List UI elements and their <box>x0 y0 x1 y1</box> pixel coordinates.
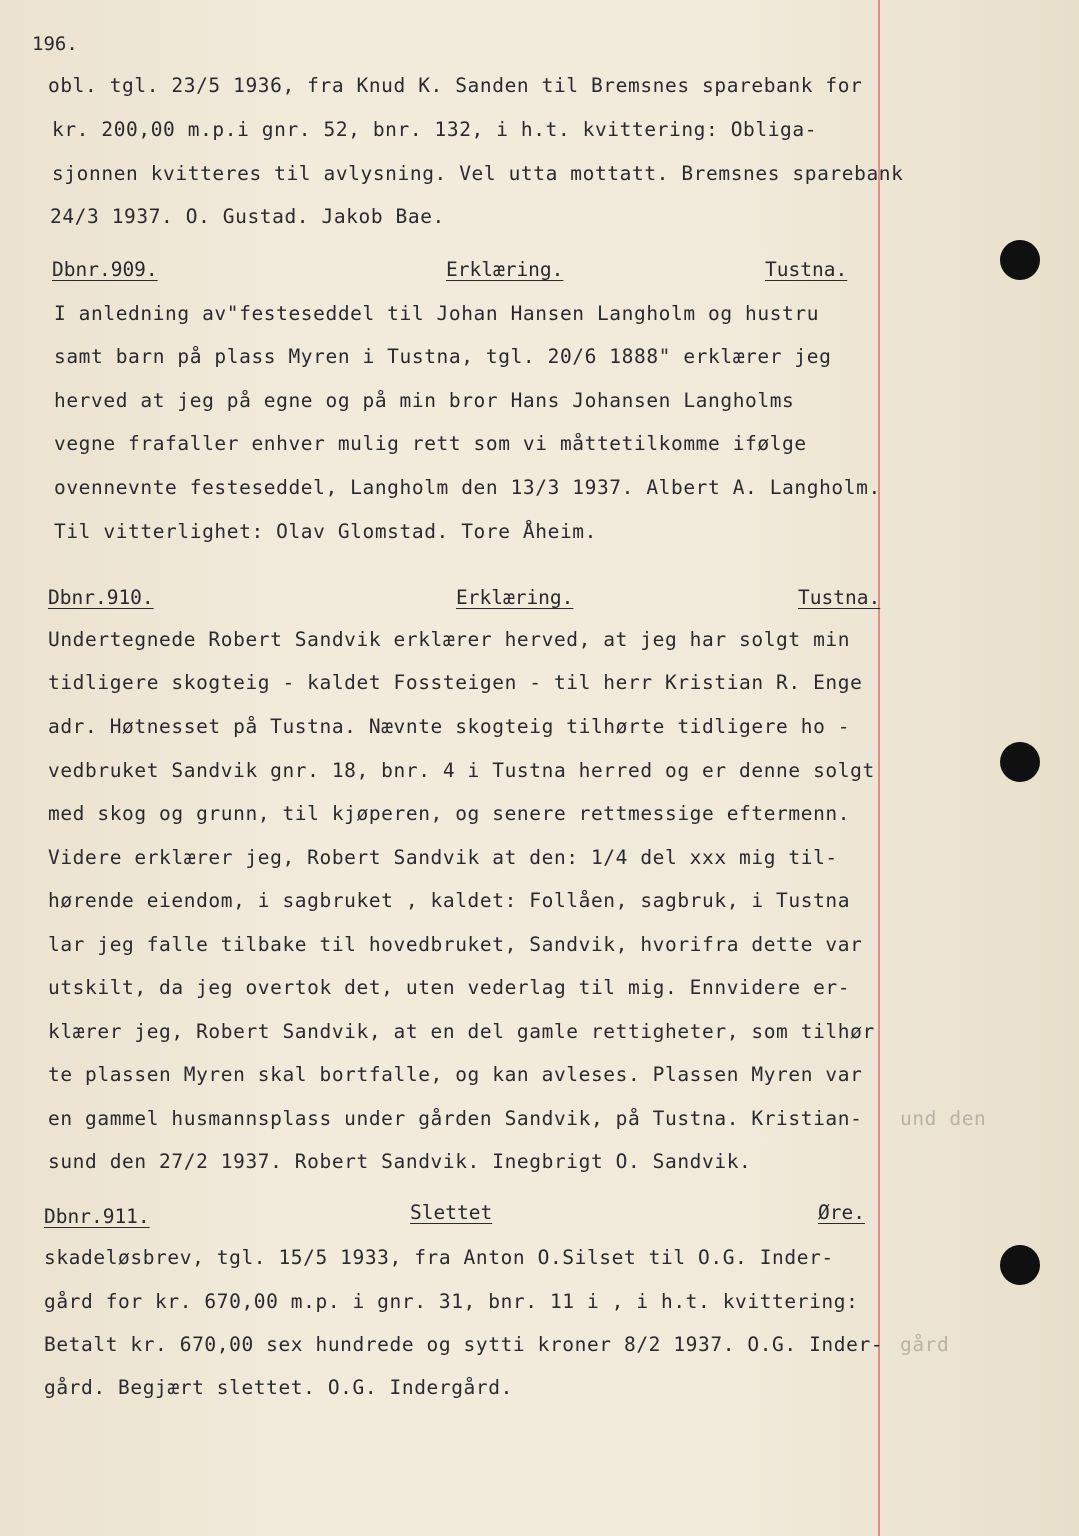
margin-rule <box>878 0 880 1536</box>
page-number: 196. <box>32 33 78 55</box>
text-line: obl. tgl. 23/5 1936, fra Knud K. Sanden til Bremsnes sparebank for <box>48 74 863 97</box>
text-line: lar jeg falle tilbake til hovedbruket, Sandvik, hvorifra dette var <box>48 933 863 956</box>
entry-title: Slettet <box>410 1201 493 1224</box>
text-line: gård for kr. 670,00 m.p. i gnr. 31, bnr. 11 i , i h.t. kvittering: <box>44 1290 859 1313</box>
text-line: vedbruket Sandvik gnr. 18, bnr. 4 i Tustna herred og er denne solgt <box>48 759 875 782</box>
entry-title: Erklæring. <box>456 586 574 609</box>
text-line: tidligere skogteig - kaldet Fossteigen - til herr Kristian R. Enge <box>48 671 863 694</box>
entry-place: Tustna. <box>798 586 881 609</box>
text-line: te plassen Myren skal bortfalle, og kan avleses. Plassen Myren var <box>48 1063 863 1086</box>
text-line: samt barn på plass Myren i Tustna, tgl. 20/6 1888" erklærer jeg <box>54 345 832 368</box>
text-line: adr. Høtnesset på Tustna. Nævnte skogteig tilhørte tidligere ho - <box>48 715 851 738</box>
entry-title: Erklæring. <box>446 258 564 281</box>
text-line: gård. Begjært slettet. O.G. Indergård. <box>44 1376 513 1399</box>
text-line: Betalt kr. 670,00 sex hundrede og sytti kroner 8/2 1937. O.G. Inder- <box>44 1333 884 1356</box>
text-line: ovennevnte festeseddel, Langholm den 13/3 1937. Albert A. Langholm. <box>54 476 881 499</box>
entry-number: Dbnr.911. <box>44 1205 150 1228</box>
text-line: vegne frafaller enhver mulig rett som vi måttetilkomme ifølge <box>54 432 807 455</box>
text-line: med skog og grunn, til kjøperen, og senere rettmessige eftermenn. <box>48 802 851 825</box>
punch-hole-bottom <box>1000 1245 1040 1285</box>
bleed-through-text: gård <box>900 1333 950 1356</box>
entry-place: Tustna. <box>765 258 848 281</box>
text-line: utskilt, da jeg overtok det, uten vederlag til mig. Ennvidere er- <box>48 976 851 999</box>
text-line: en gammel husmannsplass under gården Sandvik, på Tustna. Kristian- <box>48 1107 863 1130</box>
text-line: klærer jeg, Robert Sandvik, at en del gamle rettigheter, som tilhør <box>48 1020 875 1043</box>
text-line: herved at jeg på egne og på min bror Hans Johansen Langholms <box>54 389 795 412</box>
text-line: sjonnen kvitteres til avlysning. Vel utta mottatt. Bremsnes sparebank <box>52 162 904 185</box>
entry-place: Øre. <box>818 1201 865 1224</box>
text-line: hørende eiendom, i sagbruket , kaldet: Follåen, sagbruk, i Tustna <box>48 889 851 912</box>
entry-number: Dbnr.910. <box>48 586 154 609</box>
text-line: Videre erklærer jeg, Robert Sandvik at den: 1/4 del xxx mig til- <box>48 846 838 869</box>
text-line: kr. 200,00 m.p.i gnr. 52, bnr. 132, i h.t. kvittering: Obliga- <box>52 118 818 141</box>
bleed-through-text: und den <box>900 1107 987 1130</box>
punch-hole-middle <box>1000 742 1040 782</box>
punch-hole-top <box>1000 240 1040 280</box>
entry-number: Dbnr.909. <box>52 258 158 281</box>
text-line: Undertegnede Robert Sandvik erklærer herved, at jeg har solgt min <box>48 628 851 651</box>
text-line: 24/3 1937. O. Gustad. Jakob Bae. <box>50 205 445 228</box>
text-line: I anledning av"festeseddel til Johan Hansen Langholm og hustru <box>54 302 820 325</box>
text-line: Til vitterlighet: Olav Glomstad. Tore Åheim. <box>54 520 597 543</box>
text-line: sund den 27/2 1937. Robert Sandvik. Inegbrigt O. Sandvik. <box>48 1150 752 1173</box>
text-line: skadeløsbrev, tgl. 15/5 1933, fra Anton O.Silset til O.G. Inder- <box>44 1246 834 1269</box>
